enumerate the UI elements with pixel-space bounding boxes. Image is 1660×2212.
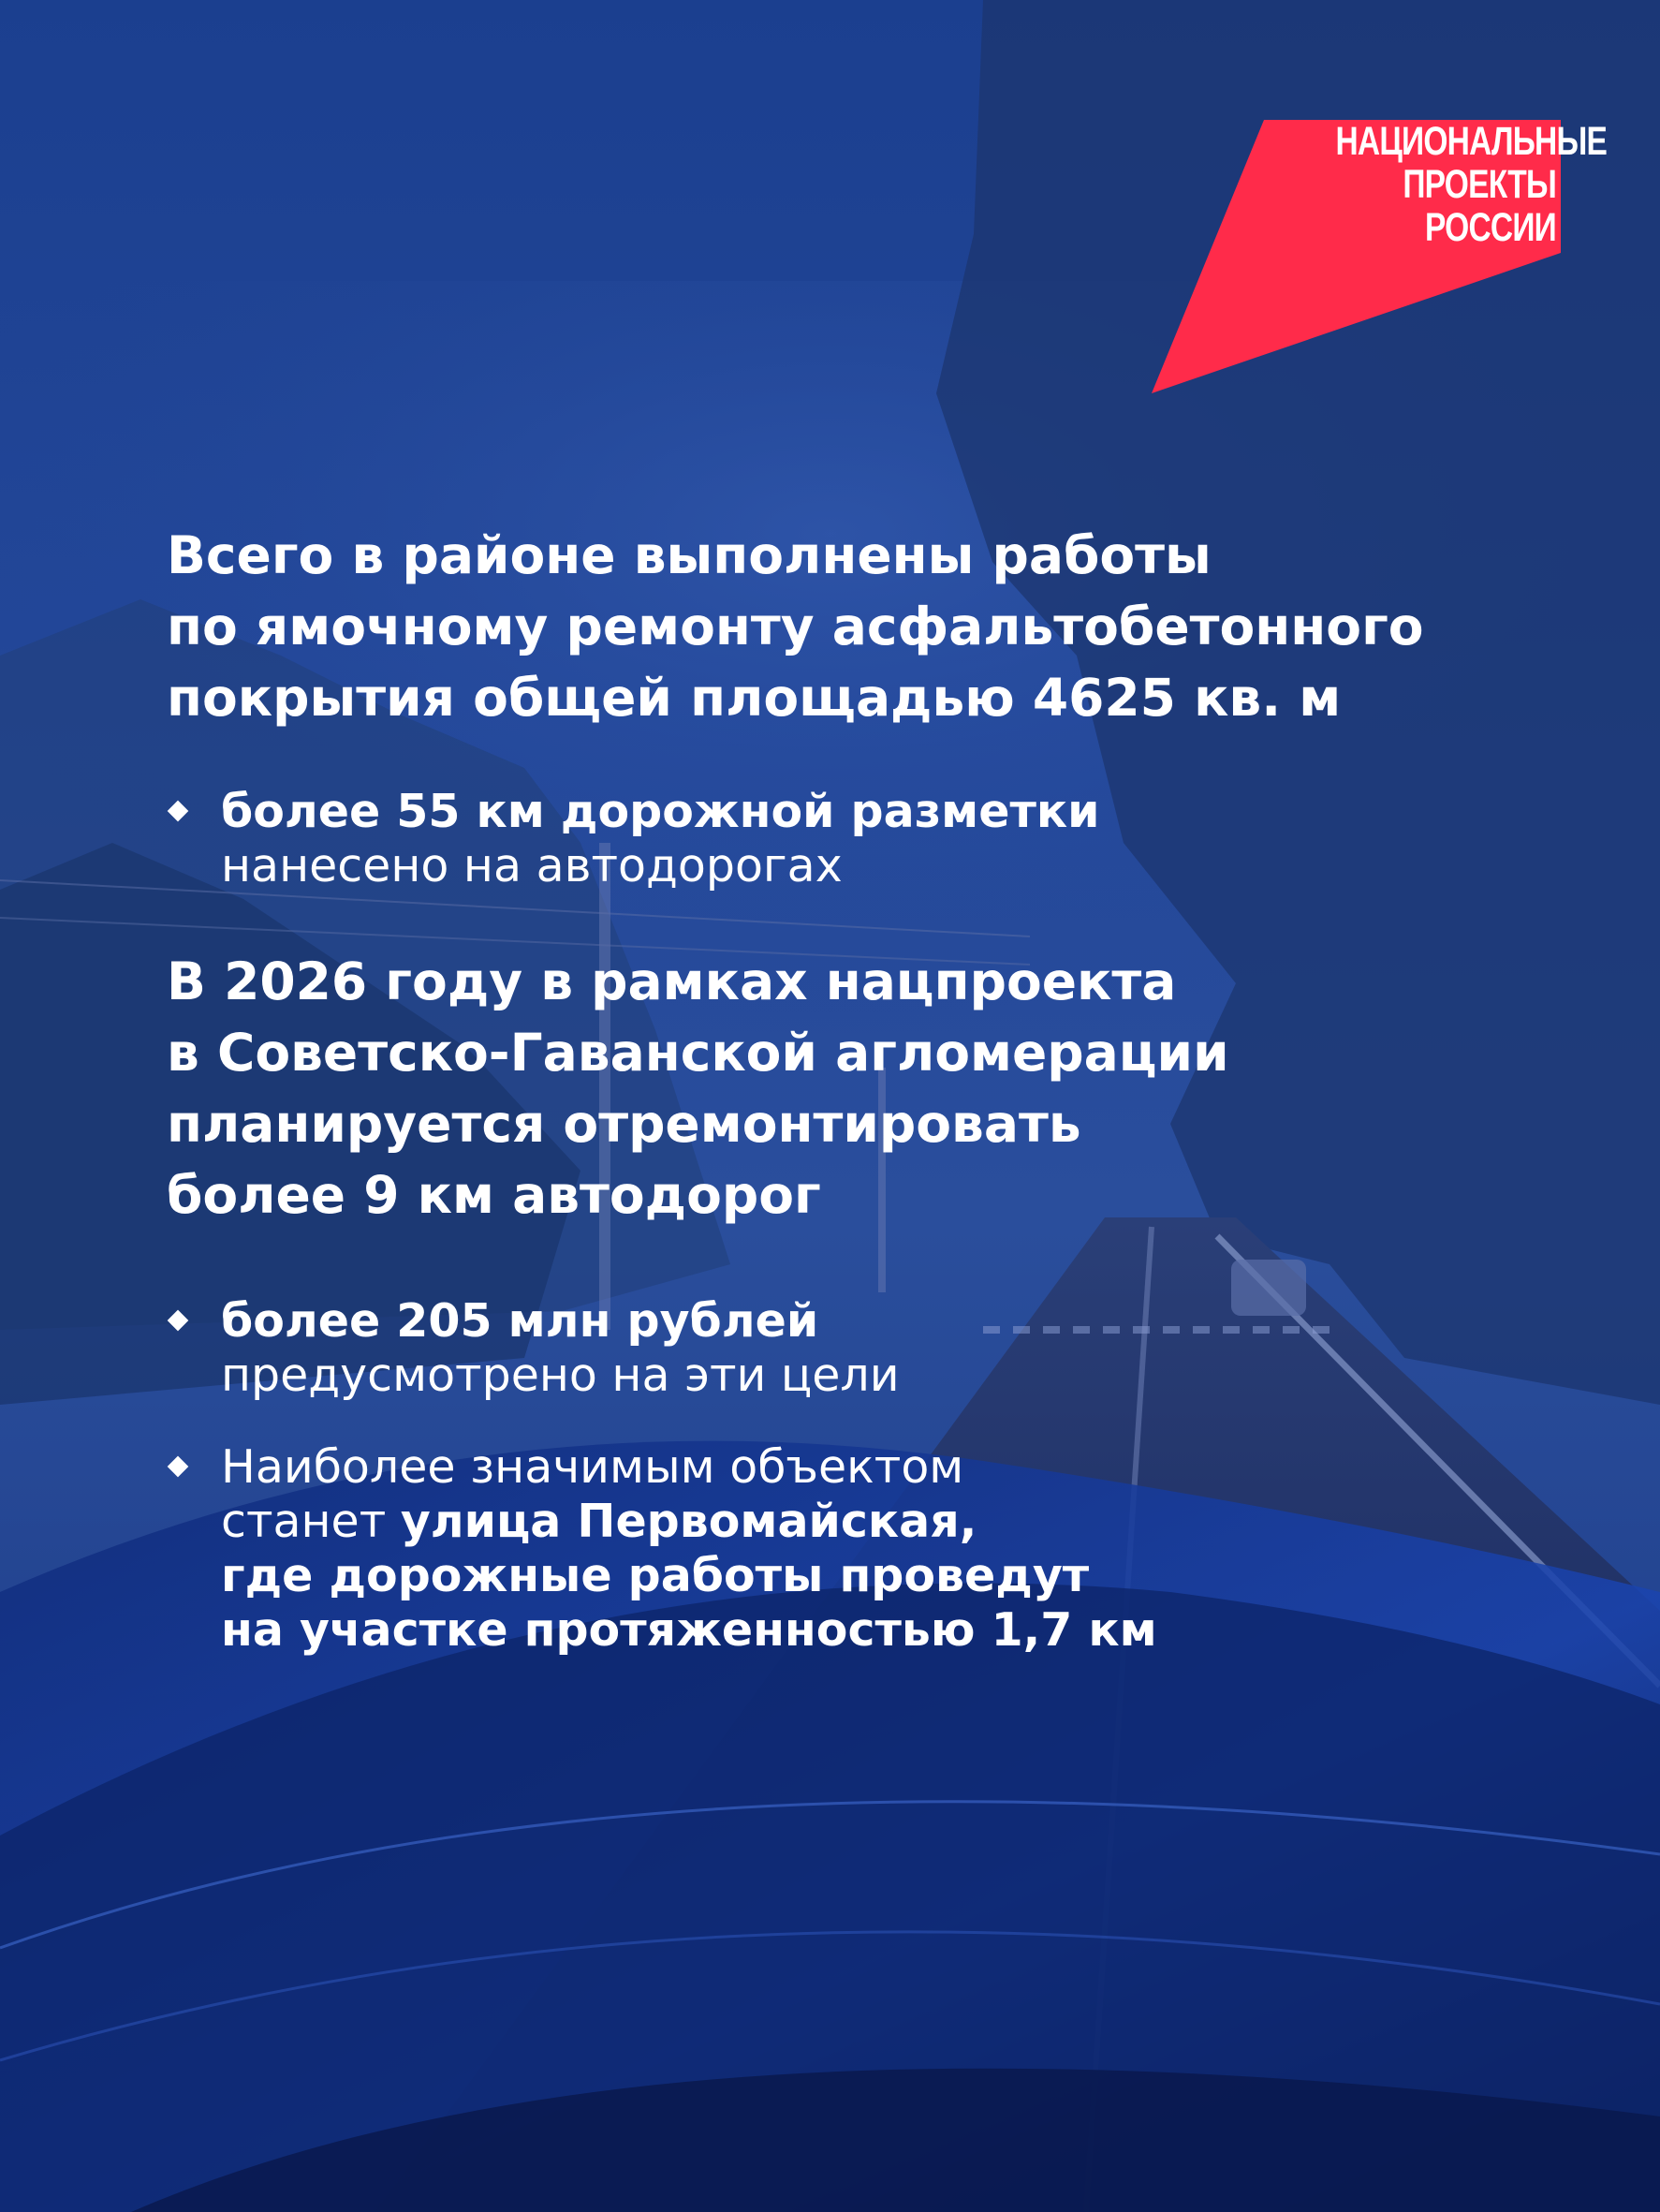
- diamond-bullet-icon: [168, 1456, 189, 1478]
- headline-repair-total: [167, 520, 1590, 733]
- bullet-light: Наиболее значимым объектом: [221, 1440, 964, 1494]
- diamond-bullet-icon: [168, 801, 189, 822]
- headline-line: планируется отремонтировать: [167, 1094, 1081, 1154]
- bullet-strong: более 55 км дорожной разметки: [221, 785, 1100, 838]
- headline-plan-2026: [167, 946, 1590, 1231]
- headline-line: покрытия общей площадью 4625 кв. м: [167, 668, 1342, 728]
- bullet-light: станет: [221, 1495, 401, 1548]
- headline-line: по ямочному ремонту асфальтобетонного: [167, 597, 1424, 656]
- headline-line: в Советско-Гаванской агломерации: [167, 1023, 1229, 1083]
- logo-text: [1335, 119, 1608, 250]
- main-content: [167, 520, 1590, 1658]
- bullet-strong: на участке протяженностью 1,7 км: [221, 1603, 1157, 1657]
- bullet-road-marking: [167, 785, 1590, 893]
- bullet-budget: [167, 1294, 1590, 1403]
- headline-line: В 2026 году в рамках нацпроекта: [167, 951, 1177, 1011]
- headline-line: более 9 км автодорог: [167, 1165, 821, 1225]
- logo-line: ПРОЕКТЫ: [1403, 162, 1556, 207]
- bullet-strong: более 205 млн рублей: [221, 1294, 819, 1348]
- headline-line: Всего в районе выполнены работы: [167, 525, 1212, 585]
- logo-line: РОССИИ: [1425, 205, 1556, 250]
- diamond-bullet-icon: [168, 1310, 189, 1332]
- bullet-light: нанесено на автодорогах: [221, 839, 843, 892]
- bullet-mixed-line: [221, 1495, 1590, 1549]
- bullet-main-object: [167, 1440, 1590, 1658]
- street-name: улица Первомайская,: [400, 1495, 977, 1548]
- bullet-strong: где дорожные работы проведут: [221, 1549, 1090, 1602]
- logo-line: НАЦИОНАЛЬНЫЕ: [1335, 119, 1608, 164]
- bullet-light: предусмотрено на эти цели: [221, 1349, 900, 1402]
